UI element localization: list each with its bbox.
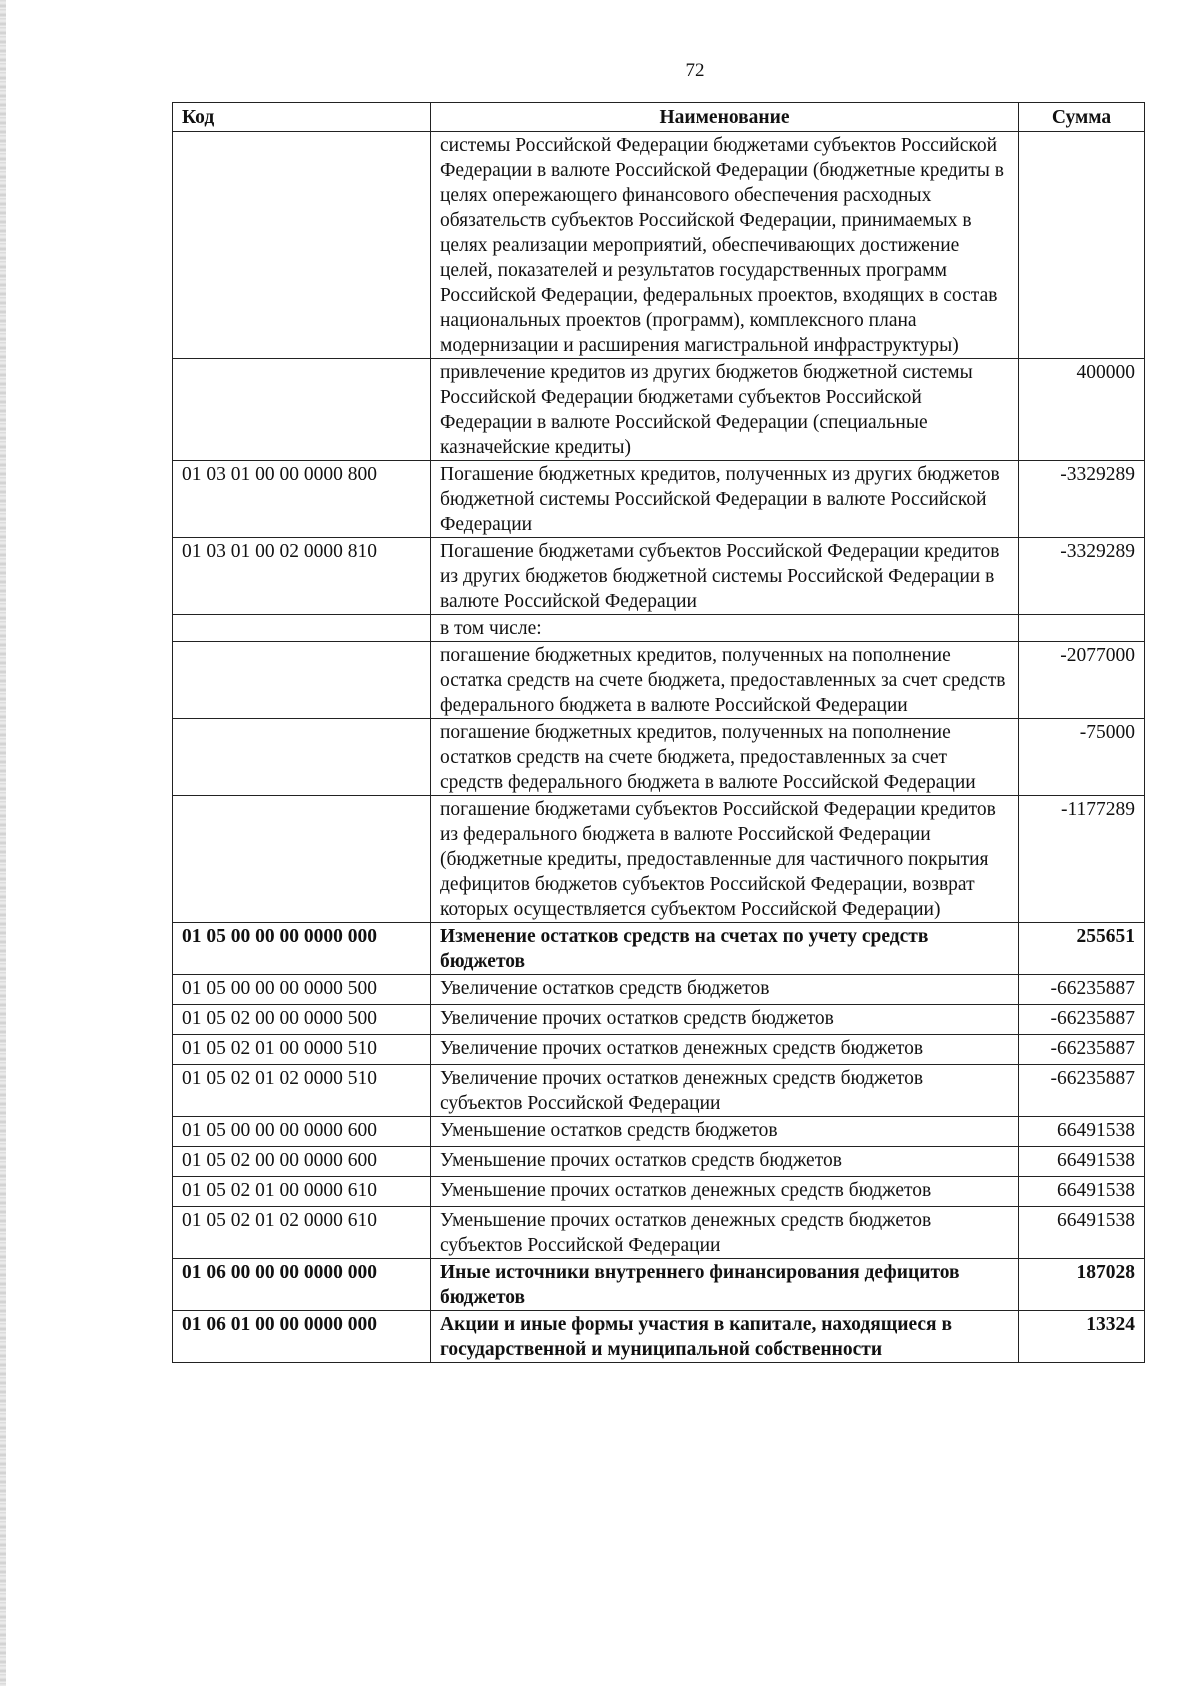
table-row xyxy=(173,615,1145,642)
table-row xyxy=(173,719,1145,796)
scan-edge xyxy=(0,0,6,1686)
row-code: 01 05 02 01 02 0000 510 xyxy=(173,1065,431,1117)
table-header-row xyxy=(173,103,1145,132)
row-sum: 66491538 xyxy=(1019,1117,1145,1147)
row-sum: -66235887 xyxy=(1019,1005,1145,1035)
row-code xyxy=(173,132,431,359)
row-code: 01 05 00 00 00 0000 000 xyxy=(173,923,431,975)
row-name: Иные источники внутреннего финансирования дефицитов бюджетов xyxy=(431,1259,1019,1311)
row-code: 01 05 02 00 00 0000 500 xyxy=(173,1005,431,1035)
row-sum xyxy=(1019,615,1145,642)
row-name: в том числе: xyxy=(431,615,1019,642)
row-sum: 13324 xyxy=(1019,1311,1145,1363)
row-sum: -66235887 xyxy=(1019,1035,1145,1065)
row-code xyxy=(173,615,431,642)
row-name: Уменьшение остатков средств бюджетов xyxy=(431,1117,1019,1147)
row-sum: -2077000 xyxy=(1019,642,1145,719)
table-row xyxy=(173,359,1145,461)
row-code: 01 05 00 00 00 0000 500 xyxy=(173,975,431,1005)
table-row xyxy=(173,1117,1145,1147)
row-code xyxy=(173,642,431,719)
row-name: погашение бюджетных кредитов, полученных на пополнение остатка средств на счете бюджета, предоставленных за счет средств федерального бюджета в валюте Российской Федерации xyxy=(431,642,1019,719)
table-row xyxy=(173,1177,1145,1207)
table-row xyxy=(173,132,1145,359)
row-sum: 66491538 xyxy=(1019,1147,1145,1177)
table-row xyxy=(173,1259,1145,1311)
row-code: 01 05 02 01 02 0000 610 xyxy=(173,1207,431,1259)
row-code: 01 05 02 01 00 0000 510 xyxy=(173,1035,431,1065)
row-sum: 400000 xyxy=(1019,359,1145,461)
table-row xyxy=(173,1035,1145,1065)
row-sum: 255651 xyxy=(1019,923,1145,975)
row-code: 01 05 02 00 00 0000 600 xyxy=(173,1147,431,1177)
row-code: 01 06 00 00 00 0000 000 xyxy=(173,1259,431,1311)
row-sum: -66235887 xyxy=(1019,975,1145,1005)
row-name: Увеличение прочих остатков денежных средств бюджетов xyxy=(431,1035,1019,1065)
row-name: Акции и иные формы участия в капитале, находящиеся в государственной и муниципальной собственности xyxy=(431,1311,1019,1363)
row-name: Увеличение остатков средств бюджетов xyxy=(431,975,1019,1005)
row-name: Уменьшение прочих остатков средств бюджетов xyxy=(431,1147,1019,1177)
row-code xyxy=(173,719,431,796)
table-row xyxy=(173,975,1145,1005)
row-code xyxy=(173,796,431,923)
table-row xyxy=(173,923,1145,975)
row-code: 01 03 01 00 02 0000 810 xyxy=(173,538,431,615)
table-row xyxy=(173,796,1145,923)
row-sum: -1177289 xyxy=(1019,796,1145,923)
table-row xyxy=(173,1311,1145,1363)
page-number: 72 xyxy=(685,60,705,81)
row-code: 01 06 01 00 00 0000 000 xyxy=(173,1311,431,1363)
row-sum: -66235887 xyxy=(1019,1065,1145,1117)
row-name: Изменение остатков средств на счетах по учету средств бюджетов xyxy=(431,923,1019,975)
row-code: 01 03 01 00 00 0000 800 xyxy=(173,461,431,538)
row-name: Уменьшение прочих остатков денежных средств бюджетов субъектов Российской Федерации xyxy=(431,1207,1019,1259)
table-row xyxy=(173,1147,1145,1177)
row-sum: 187028 xyxy=(1019,1259,1145,1311)
row-sum: -3329289 xyxy=(1019,461,1145,538)
row-name: привлечение кредитов из других бюджетов бюджетной системы Российской Федерации бюджетами субъектов Российской Федерации в валюте Российской Федерации (специальные казначейские кредиты) xyxy=(431,359,1019,461)
row-name: Увеличение прочих остатков денежных средств бюджетов субъектов Российской Федерации xyxy=(431,1065,1019,1117)
row-name: погашение бюджетами субъектов Российской Федерации кредитов из федерального бюджета в валюте Российской Федерации (бюджетные кредиты, предоставленные для частичного покрытия дефицитов бюджетов субъектов Российской Федерации, возврат которых осуществляется субъектом Российской Федерации) xyxy=(431,796,1019,923)
table-row xyxy=(173,1207,1145,1259)
table-row xyxy=(173,1005,1145,1035)
table-row xyxy=(173,1065,1145,1117)
row-name: Погашение бюджетами субъектов Российской Федерации кредитов из других бюджетов бюджетной системы Российской Федерации в валюте Российской Федерации xyxy=(431,538,1019,615)
column-header-sum: Сумма xyxy=(1019,103,1145,132)
table-row xyxy=(173,642,1145,719)
row-code xyxy=(173,359,431,461)
row-sum xyxy=(1019,132,1145,359)
row-name: Погашение бюджетных кредитов, полученных из других бюджетов бюджетной системы Российской Федерации в валюте Российской Федерации xyxy=(431,461,1019,538)
table-row xyxy=(173,461,1145,538)
table-row xyxy=(173,538,1145,615)
column-header-name: Наименование xyxy=(431,103,1019,132)
row-code: 01 05 00 00 00 0000 600 xyxy=(173,1117,431,1147)
row-code: 01 05 02 01 00 0000 610 xyxy=(173,1177,431,1207)
row-name: погашение бюджетных кредитов, полученных на пополнение остатков средств на счете бюджета, предоставленных за счет средств федерального бюджета в валюте Российской Федерации xyxy=(431,719,1019,796)
row-sum: -3329289 xyxy=(1019,538,1145,615)
row-name: Уменьшение прочих остатков денежных средств бюджетов xyxy=(431,1177,1019,1207)
row-name: Увеличение прочих остатков средств бюджетов xyxy=(431,1005,1019,1035)
row-sum: -75000 xyxy=(1019,719,1145,796)
column-header-code: Код xyxy=(173,103,431,132)
row-name: системы Российской Федерации бюджетами субъектов Российской Федерации в валюте Российской Федерации (бюджетные кредиты в целях опережающего финансового обеспечения расходных обязательств субъектов Российской Федерации, принимаемых в целях реализации мероприятий, обеспечивающих достижение целей, показателей и результатов государственных программ Российской Федерации, федеральных проектов, входящих в состав национальных проектов (программ), комплексного плана модернизации и расширения магистральной инфраструктуры) xyxy=(431,132,1019,359)
budget-sources-table xyxy=(172,102,1145,1363)
row-sum: 66491538 xyxy=(1019,1177,1145,1207)
row-sum: 66491538 xyxy=(1019,1207,1145,1259)
